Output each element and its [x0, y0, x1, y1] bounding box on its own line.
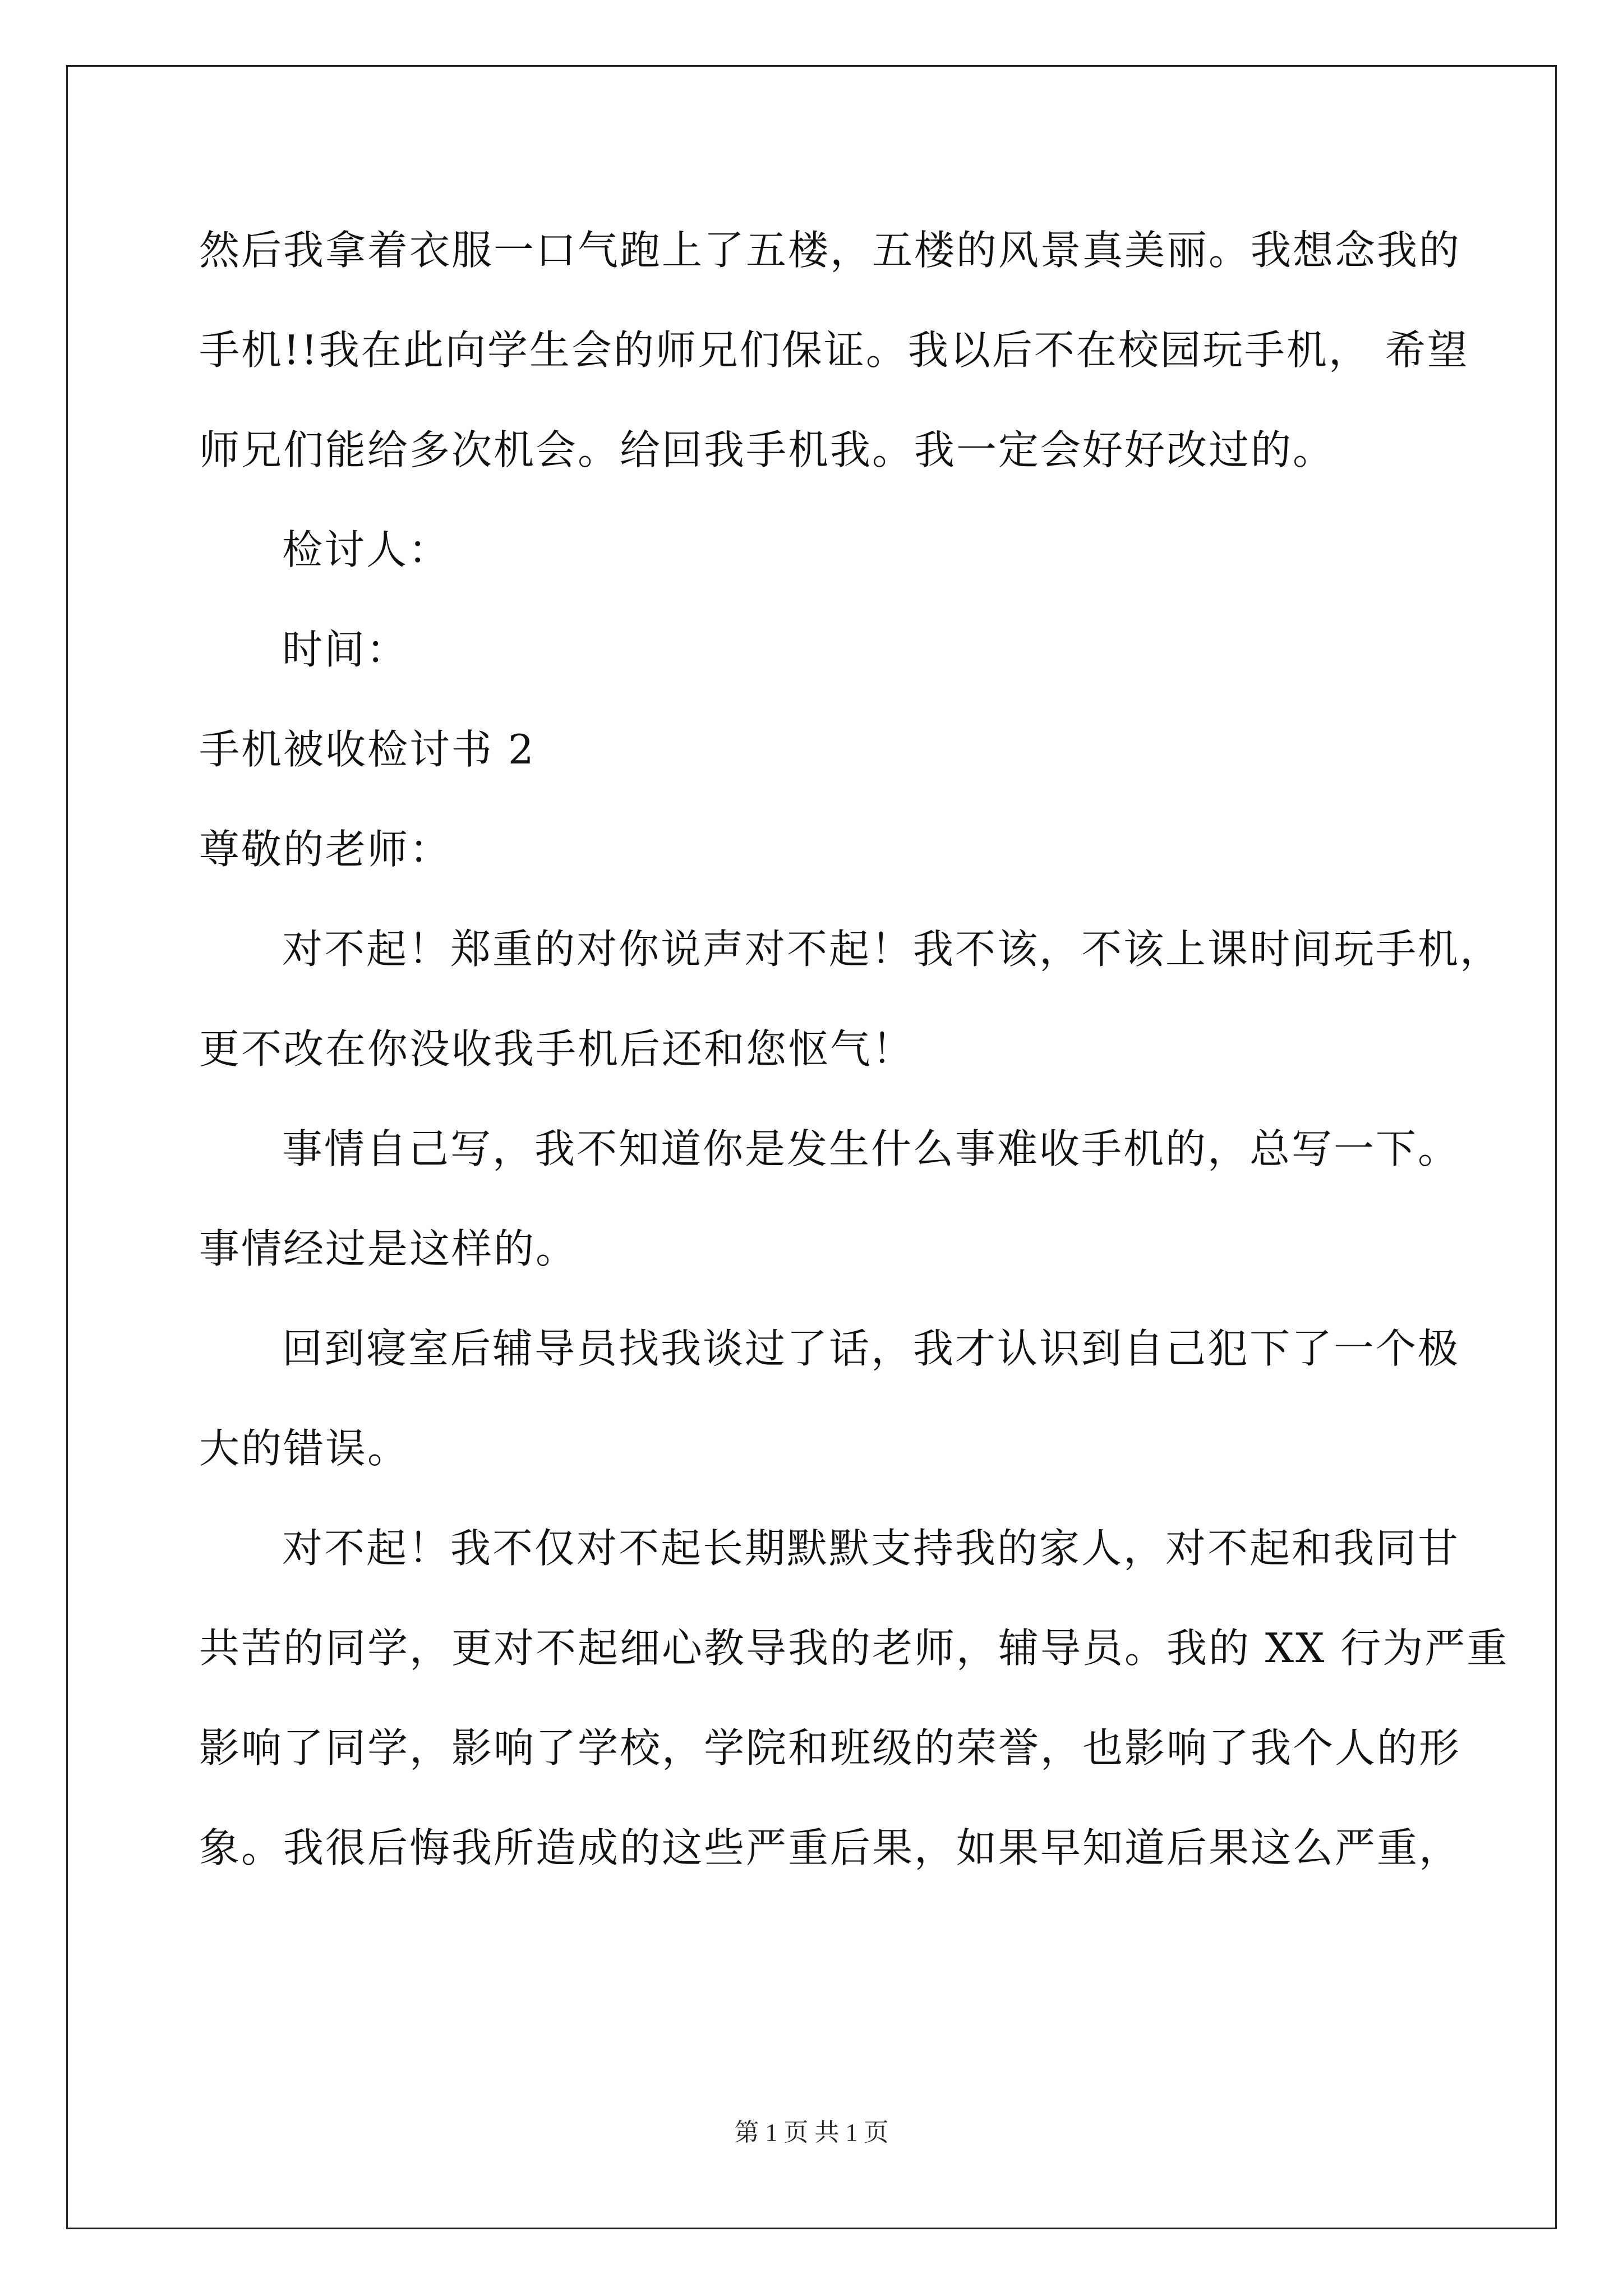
salutation: 尊敬的老师： — [199, 826, 452, 873]
body-text-line: 对不起！郑重的对你说声对不起！我不该，不该上课时间玩手机， — [282, 926, 1502, 973]
date-label: 时间： — [282, 626, 409, 673]
body-text-line: 象。我很后悔我所造成的这些严重后果，如果早知道后果这么严重， — [199, 1824, 1461, 1871]
body-text-line: 师兄们能给多次机会。给回我手机我。我一定会好好改过的。 — [199, 426, 1335, 473]
page-footer: 第 1 页 共 1 页 — [734, 2119, 889, 2146]
body-text-line: 共苦的同学，更对不起细心教导我的老师，辅导员。我的 XX 行为严重 — [199, 1625, 1509, 1672]
body-text-line: 大的错误。 — [199, 1425, 410, 1472]
body-text-line: 回到寝室后辅导员找我谈过了话，我才认识到自己犯下了一个极 — [282, 1325, 1460, 1372]
body-text-line: 事情自己写，我不知道你是发生什么事难收手机的，总写一下。 — [282, 1125, 1460, 1172]
body-text-line: 事情经过是这样的。 — [199, 1225, 578, 1272]
body-text-line: 然后我拿着衣服一口气跑上了五楼，五楼的风景真美丽。我想念我的 — [199, 227, 1461, 274]
body-text-line: 手机!!我在此向学生会的师兄们保证。我以后不在校园玩手机， 希望 — [199, 326, 1469, 374]
body-text-line: 对不起！我不仅对不起长期默默支持我的家人，对不起和我同甘 — [282, 1525, 1460, 1572]
signature-label: 检讨人： — [282, 526, 451, 573]
section-title: 手机被收检讨书 2 — [199, 726, 536, 773]
body-text-line: 影响了同学，影响了学校，学院和班级的荣誉，也影响了我个人的形 — [199, 1724, 1461, 1772]
body-text-line: 更不改在你没收我手机后还和您怄气！ — [199, 1025, 915, 1073]
